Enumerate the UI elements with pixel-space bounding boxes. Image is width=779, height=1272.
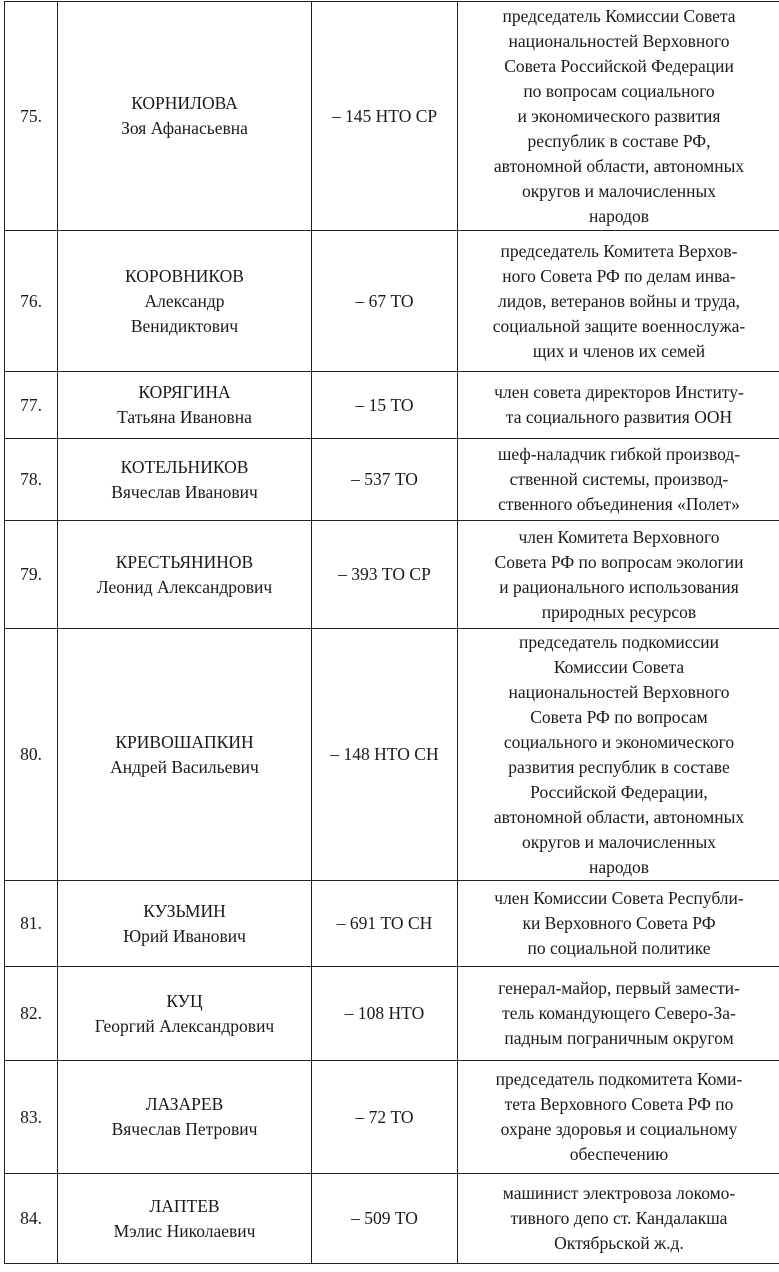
position-line: председатель Комиссии Совета (502, 5, 736, 26)
position-line: народов (588, 205, 650, 226)
deputy-given-name: Георгий Александрович (94, 1015, 275, 1036)
position-line: щих и членов их семей (532, 340, 706, 361)
table-row (5, 967, 779, 1061)
position-line: ственного объединения «Полет» (498, 494, 740, 514)
deputy-surname: КУЗЬМИН (143, 900, 226, 921)
table-row (5, 439, 779, 521)
position-line: и рационального использования (499, 576, 739, 597)
row-number: 84. (5, 1174, 58, 1264)
table-row (5, 2, 779, 231)
position-line: округов и малочисленных (522, 180, 716, 201)
table-row (5, 881, 779, 967)
position-description (458, 521, 779, 629)
deputy-name-cell (58, 629, 312, 881)
position-line: охране здоровья и социальному (500, 1119, 738, 1139)
position-line: лидов, ветеранов войны и труда, (498, 290, 740, 311)
position-line: председатель подкомиссии (518, 631, 720, 652)
position-line: народов (588, 856, 650, 877)
row-number: 75. (5, 2, 58, 231)
position-line: природных ресурсов (541, 601, 697, 622)
district-code: – 67 ТО (312, 231, 458, 372)
district-code: – 72 ТО (312, 1061, 458, 1174)
row-number: 83. (5, 1061, 58, 1174)
deputy-name-cell (58, 1174, 312, 1264)
deputy-given-name: Мэлис Николаевич (113, 1220, 256, 1241)
deputy-given-name: Вячеслав Петрович (111, 1119, 258, 1139)
row-number: 82. (5, 967, 58, 1061)
position-line: Совета РФ по вопросам (530, 706, 708, 727)
position-line: Российской Федерации, (530, 781, 708, 802)
deputy-name-cell (58, 2, 312, 231)
deputy-name-cell (58, 881, 312, 967)
deputy-surname: КОРОВНИКОВ (125, 265, 244, 286)
position-description (458, 1061, 779, 1174)
deputy-name-cell (58, 521, 312, 629)
position-line: председатель Комитета Верхов- (500, 240, 738, 261)
position-line: по социальной политике (527, 938, 711, 958)
position-description (458, 439, 779, 521)
deputy-name-cell (58, 439, 312, 521)
table-row (5, 231, 779, 372)
deputy-given-name: Юрий Иванович (123, 925, 246, 946)
row-number: 80. (5, 629, 58, 881)
position-line: и экономического развития (517, 105, 721, 126)
row-number: 77. (5, 372, 58, 439)
deputy-name-cell (58, 231, 312, 372)
row-number: 78. (5, 439, 58, 521)
position-description (458, 881, 779, 967)
deputies-table (4, 1, 779, 1264)
deputy-given-name: Татьяна Ивановна (117, 407, 252, 427)
position-description (458, 629, 779, 881)
position-line: член Комитета Верховного (518, 526, 720, 547)
deputy-surname: КРЕСТЬЯНИНОВ (115, 551, 254, 572)
table-row (5, 1061, 779, 1174)
position-line: председатель подкомитета Коми- (495, 1069, 743, 1089)
table-row (5, 521, 779, 629)
deputy-surname: ЛАПТЕВ (149, 1195, 220, 1216)
position-line: генерал-майор, первый замести- (498, 978, 740, 998)
position-line: тель командующего Северо-За- (502, 1003, 736, 1023)
district-code: – 15 ТО (312, 372, 458, 439)
position-line: национальностей Верховного (508, 681, 730, 702)
district-code: – 393 ТО СР (312, 521, 458, 629)
position-line: Совета Российской Федерации (504, 55, 734, 76)
position-description (458, 1174, 779, 1264)
position-line: национальностей Верховного (508, 30, 730, 51)
position-description (458, 967, 779, 1061)
deputy-given-name: Андрей Васильевич (110, 756, 259, 777)
district-code: – 691 ТО СН (312, 881, 458, 967)
deputy-surname: ЛАЗАРЕВ (145, 1094, 224, 1114)
position-line: член Комиссии Совета Республи- (494, 888, 744, 908)
position-line: падным пограничным округом (504, 1028, 734, 1048)
deputy-name-cell (58, 967, 312, 1061)
table-row (5, 629, 779, 881)
deputy-given-name: Вячеслав Иванович (111, 481, 258, 502)
position-description (458, 231, 779, 372)
position-line: машинист электровоза локомо- (502, 1183, 736, 1203)
position-line: шеф-наладчик гибкой производ- (497, 444, 741, 464)
position-line: обеспечению (569, 1144, 669, 1164)
row-number: 81. (5, 881, 58, 967)
position-line: Комиссии Совета (553, 656, 685, 677)
position-line: тивного депо ст. Кандалакша (510, 1208, 728, 1228)
position-description (458, 2, 779, 231)
table-row (5, 372, 779, 439)
district-code: – 537 ТО (312, 439, 458, 521)
position-line: ного Совета РФ по делам инва- (502, 265, 736, 286)
position-line: автономной области, автономных (493, 155, 745, 176)
position-line: развития республик в составе (508, 756, 730, 777)
position-line: тета Верховного Совета РФ по (504, 1094, 734, 1114)
deputy-surname: КУЦ (166, 990, 203, 1011)
deputy-given-name: Зоя Афанасьевна (121, 118, 248, 138)
deputy-name-cell (58, 1061, 312, 1174)
position-line: та социального развития ООН (505, 407, 733, 427)
position-line: автономной области, автономных (493, 806, 745, 827)
deputy-given-name-part: Александр (144, 290, 225, 311)
district-code: – 145 НТО СР (312, 2, 458, 231)
deputy-surname: КОРНИЛОВА (131, 93, 238, 113)
row-number: 76. (5, 231, 58, 372)
position-line: Совета РФ по вопросам экологии (494, 551, 744, 572)
deputy-surname: КОТЕЛЬНИКОВ (120, 456, 249, 477)
position-line: Октябрьской ж.д. (554, 1233, 684, 1253)
deputy-surname: КРИВОШАПКИН (115, 731, 254, 752)
position-description (458, 372, 779, 439)
deputy-name-cell (58, 372, 312, 439)
position-line: округов и малочисленных (522, 831, 716, 852)
deputy-surname: КОРЯГИНА (138, 382, 231, 402)
deputy-given-name-part: Венидиктович (130, 315, 239, 336)
table-row (5, 1174, 779, 1264)
position-line: член совета директоров Институ- (494, 382, 744, 402)
position-line: республик в составе РФ, (527, 130, 711, 151)
row-number: 79. (5, 521, 58, 629)
position-line: по вопросам социального (523, 80, 715, 101)
position-line: ственной системы, производ- (509, 469, 729, 489)
district-code: – 108 НТО (312, 967, 458, 1061)
position-line: социального и экономического (503, 731, 735, 752)
deputy-given-name: Леонид Александрович (96, 576, 273, 597)
district-code: – 509 ТО (312, 1174, 458, 1264)
district-code: – 148 НТО СН (312, 629, 458, 881)
position-line: социальной защите военнослужа- (492, 315, 746, 336)
position-line: ки Верховного Совета РФ (522, 913, 716, 933)
